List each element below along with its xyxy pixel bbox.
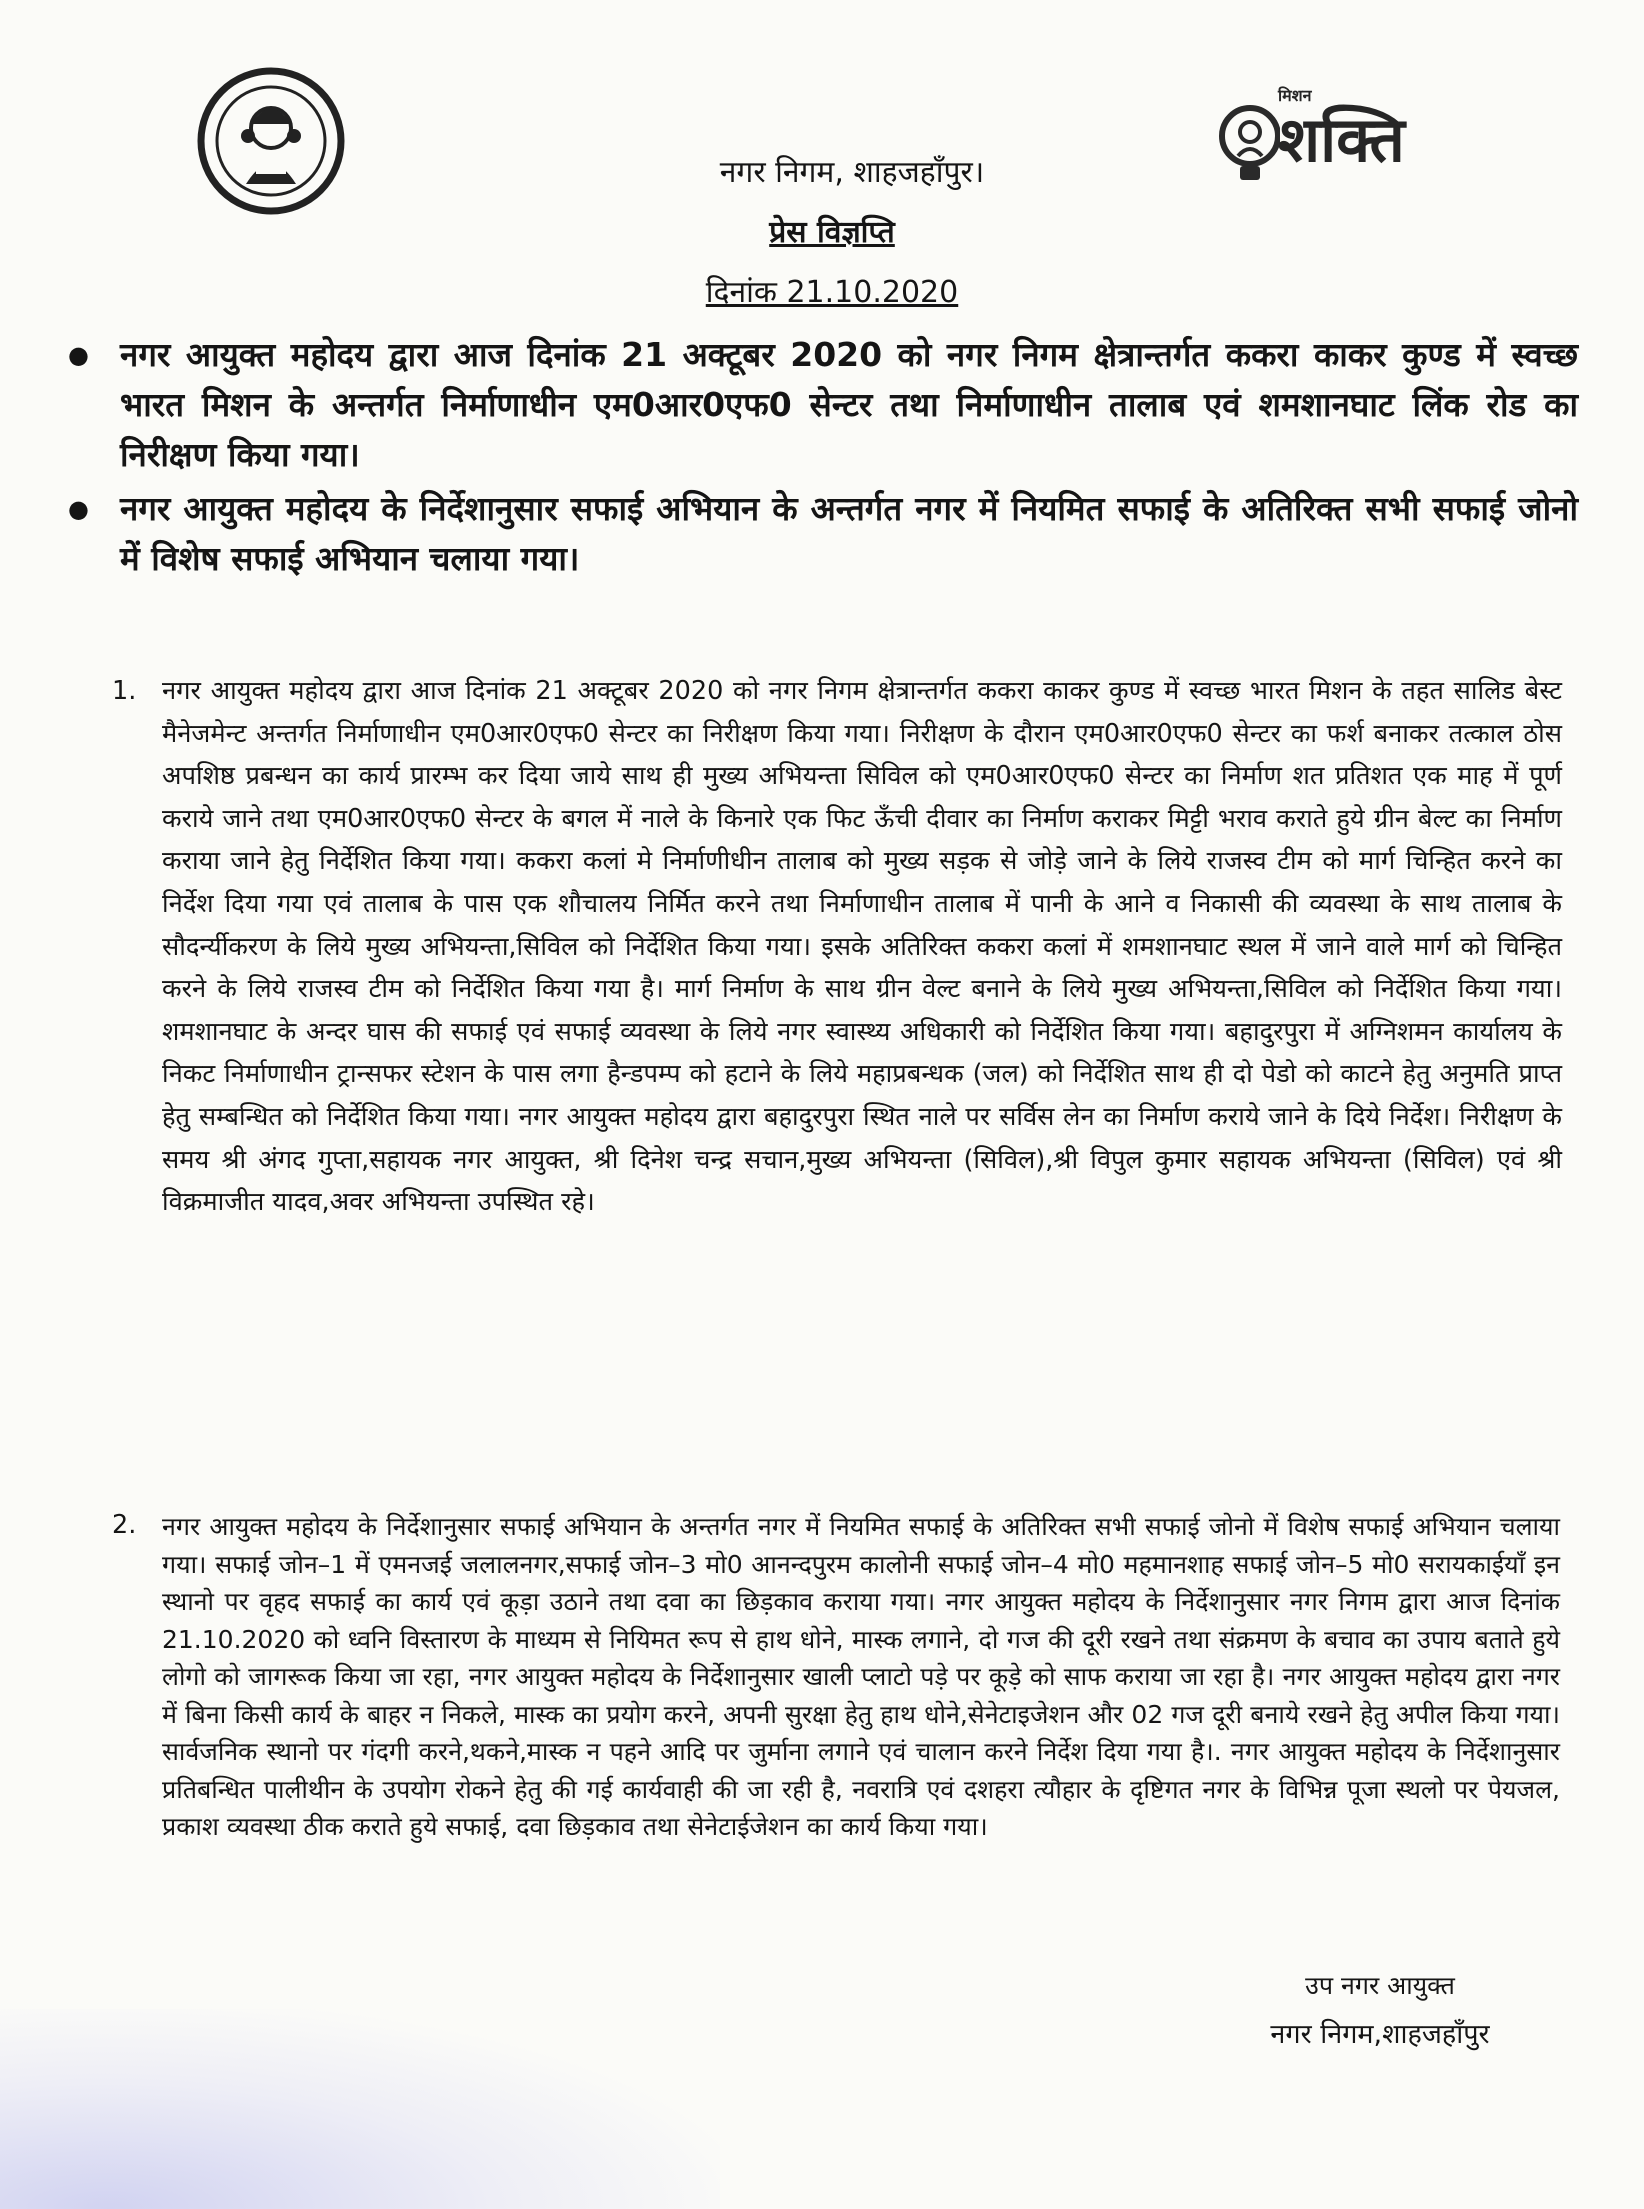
paragraph-number: 2. [112, 1510, 137, 1540]
summary-item: ● नगर आयुक्त महोदय द्वारा आज दिनांक 21 अक्टूबर 2020 को नगर निगम क्षेत्रान्तर्गत ककरा काकर कुण्ड में स्वच्छ भारत मिशन के अन्तर्गत निर्माणाधीन एम0आर0एफ0 सेन्टर तथा निर्माणाधीन तालाब एवं शमशानघाट लिंक रोड का निरीक्षण किया गया। [68, 330, 1578, 480]
logo-text-small: मिशन [1278, 86, 1312, 105]
signatory-office: नगर निगम,शाहजहॉंपुर [1270, 2019, 1490, 2050]
logo-text-main: शक्ति [1278, 103, 1405, 176]
paragraph-number: 1. [112, 676, 137, 706]
summary-item: ● नगर आयुक्त महोदय के निर्देशानुसार सफाई अभियान के अन्तर्गत नगर में नियमित सफाई के अतिरिक्त सभी सफाई जोनो में विशेष सफाई अभियान चलाया गया। [68, 484, 1578, 584]
organization-name: नगर निगम, शाहजहाँपुर। [719, 155, 985, 190]
summary-list [68, 330, 1578, 588]
release-date: दिनांक 21.10.2020 [705, 275, 959, 310]
mission-shakti-logo [1210, 82, 1460, 212]
page-title: प्रेस विज्ञप्ति [769, 215, 895, 250]
girl-child-emblem-icon [196, 66, 346, 216]
signatory-designation: उप नगर आयुक्त [1305, 1971, 1455, 2000]
scan-tint [0, 2009, 720, 2209]
paragraph-body: नगर आयुक्त महोदय के निर्देशानुसार सफाई अभियान के अन्तर्गत नगर में नियमित सफाई के अतिरिक्त सभी सफाई जोनो में विशेष सफाई अभियान चलाया गया। सफाई जोन–1 में एमनजई जलालनगर,सफाई जोन–3 मो0 आनन्दपुरम कालोनी सफाई जोन–4 मो0 महमानशाह सफाई जोन–5 मो0 सरायकाईयॉं इन स्थानो पर वृहद सफाई का कार्य एवं कूड़ा उठाने तथा दवा का छिड़काव कराया गया। नगर आयुक्त महोदय के निर्देशानुसार नगर निगम द्वारा आज दिनांक 21.10.2020 को ध्वनि विस्तारण के माध्यम से नियिमत रूप से हाथ धोने, मास्क लगाने, दो गज की दूरी रखने तथा संक्रमण के बचाव का उपाय बताते हुये लोगो को जागरूक किया जा रहा, नगर आयुक्त महोदय के निर्देशानुसार खाली प्लाटो पड़े पर कूड़े को साफ कराया जा रहा है। नगर आयुक्त महोदय द्वारा नगर में बिना किसी कार्य के बाहर न निकले, मास्क का प्रयोग करने, अपनी सुरक्षा हेतु हाथ धोने,सेनेटाइजेशन और 02 गज दूरी बनाये रखने हेतु अपील किया गया। सार्वजनिक स्थानो पर गंदगी करने,थकने,मास्क न पहने आदि पर जुर्माना लगाने एवं चालान करने निर्देश दिया गया है।. नगर आयुक्त महोदय के निर्देशानुसार प्रतिबन्धित पालीथीन के उपयोग रोकने हेतु की गई कार्यवाही की जा रही है, नवरात्रि एवं दशहरा त्यौहार के दृष्टिगत नगर के विभिन्न पूजा स्थलो पर पेयजल, प्रकाश व्यवस्था ठीक कराते हुये सफाई, दवा छिड़काव तथा सेनेटाईजेशन का कार्य किया गया। [162, 1512, 1560, 1841]
paragraph-body: नगर आयुक्त महोदय द्वारा आज दिनांक 21 अक्टूबर 2020 को नगर निगम क्षेत्रान्तर्गत ककरा काकर कुण्ड में स्वच्छ भारत मिशन के तहत सालिड बेस्ट मैनेजमेन्ट अन्तर्गत निर्माणाधीन एम0आर0एफ0 सेन्टर का निरीक्षण किया गया। निरीक्षण के दौरान एम0आर0एफ0 सेन्टर का फर्श बनाकर तत्काल ठोस अपशिष्ठ प्रबन्धन का कार्य प्रारम्भ कर दिया जाये साथ ही मुख्य अभियन्ता सिविल को एम0आर0एफ0 सेन्टर का निर्माण शत प्रतिशत एक माह में पूर्ण कराये जाने तथा एम0आर0एफ0 सेन्टर के बगल में नाले के किनारे एक फिट ऊँची दीवार का निर्माण कराकर मिट्टी भराव कराते हुये ग्रीन बेल्ट का निर्माण कराया जाने हेतु निर्देशित किया गया। ककरा कलां मे निर्माणीधीन तालाब को मुख्य सड़क से जोड़े जाने के लिये राजस्व टीम को मार्ग चिन्हित करने का निर्देश दिया गया एवं तालाब के पास एक शौचालय निर्मित करने तथा निर्माणाधीन तालाब में पानी के आने व निकासी की व्यवस्था के साथ तालाब के सौदर्न्यीकरण के लिये मुख्य अभियन्ता,सिविल को निर्देशित किया गया। इसके अतिरिक्त ककरा कलां में शमशानघाट स्थल में जाने वाले मार्ग को चिन्हित करने के लिये राजस्व टीम को निर्देशित किया गया है। मार्ग निर्माण के साथ ग्रीन वेल्ट बनाने के लिये मुख्य अभियन्ता,सिविल को निर्देशित किया गया। शमशानघाट के अन्दर घास की सफाई एवं सफाई व्यवस्था के लिये नगर स्वास्थ्य अधिकारी को निर्देशित किया गया। बहादुरपुरा में अग्निशमन कार्यालय के निकट निर्माणाधीन ट्रान्सफर स्टेशन के पास लगा हैन्डपम्प को हटाने के लिये महाप्रबन्धक (जल) को निर्देशित साथ ही दो पेडो को काटने हेतु अनुमति प्राप्त हेतु सम्बन्धित को निर्देशित किया गया। नगर आयुक्त महोदय द्वारा बहादुरपुरा स्थित नाले पर सर्विस लेन का निर्माण कराये जाने के दिये निर्देश। निरीक्षण के समय श्री अंगद गुप्ता,सहायक नगर आयुक्त, श्री दिनेश चन्द्र सचान,मुख्य अभियन्ता (सिविल),श्री विपुल कुमार सहायक अभियन्ता (सिविल) एवं श्री विक्रमाजीत यादव,अवर अभियन्ता उपस्थित रहे। [162, 676, 1562, 1218]
